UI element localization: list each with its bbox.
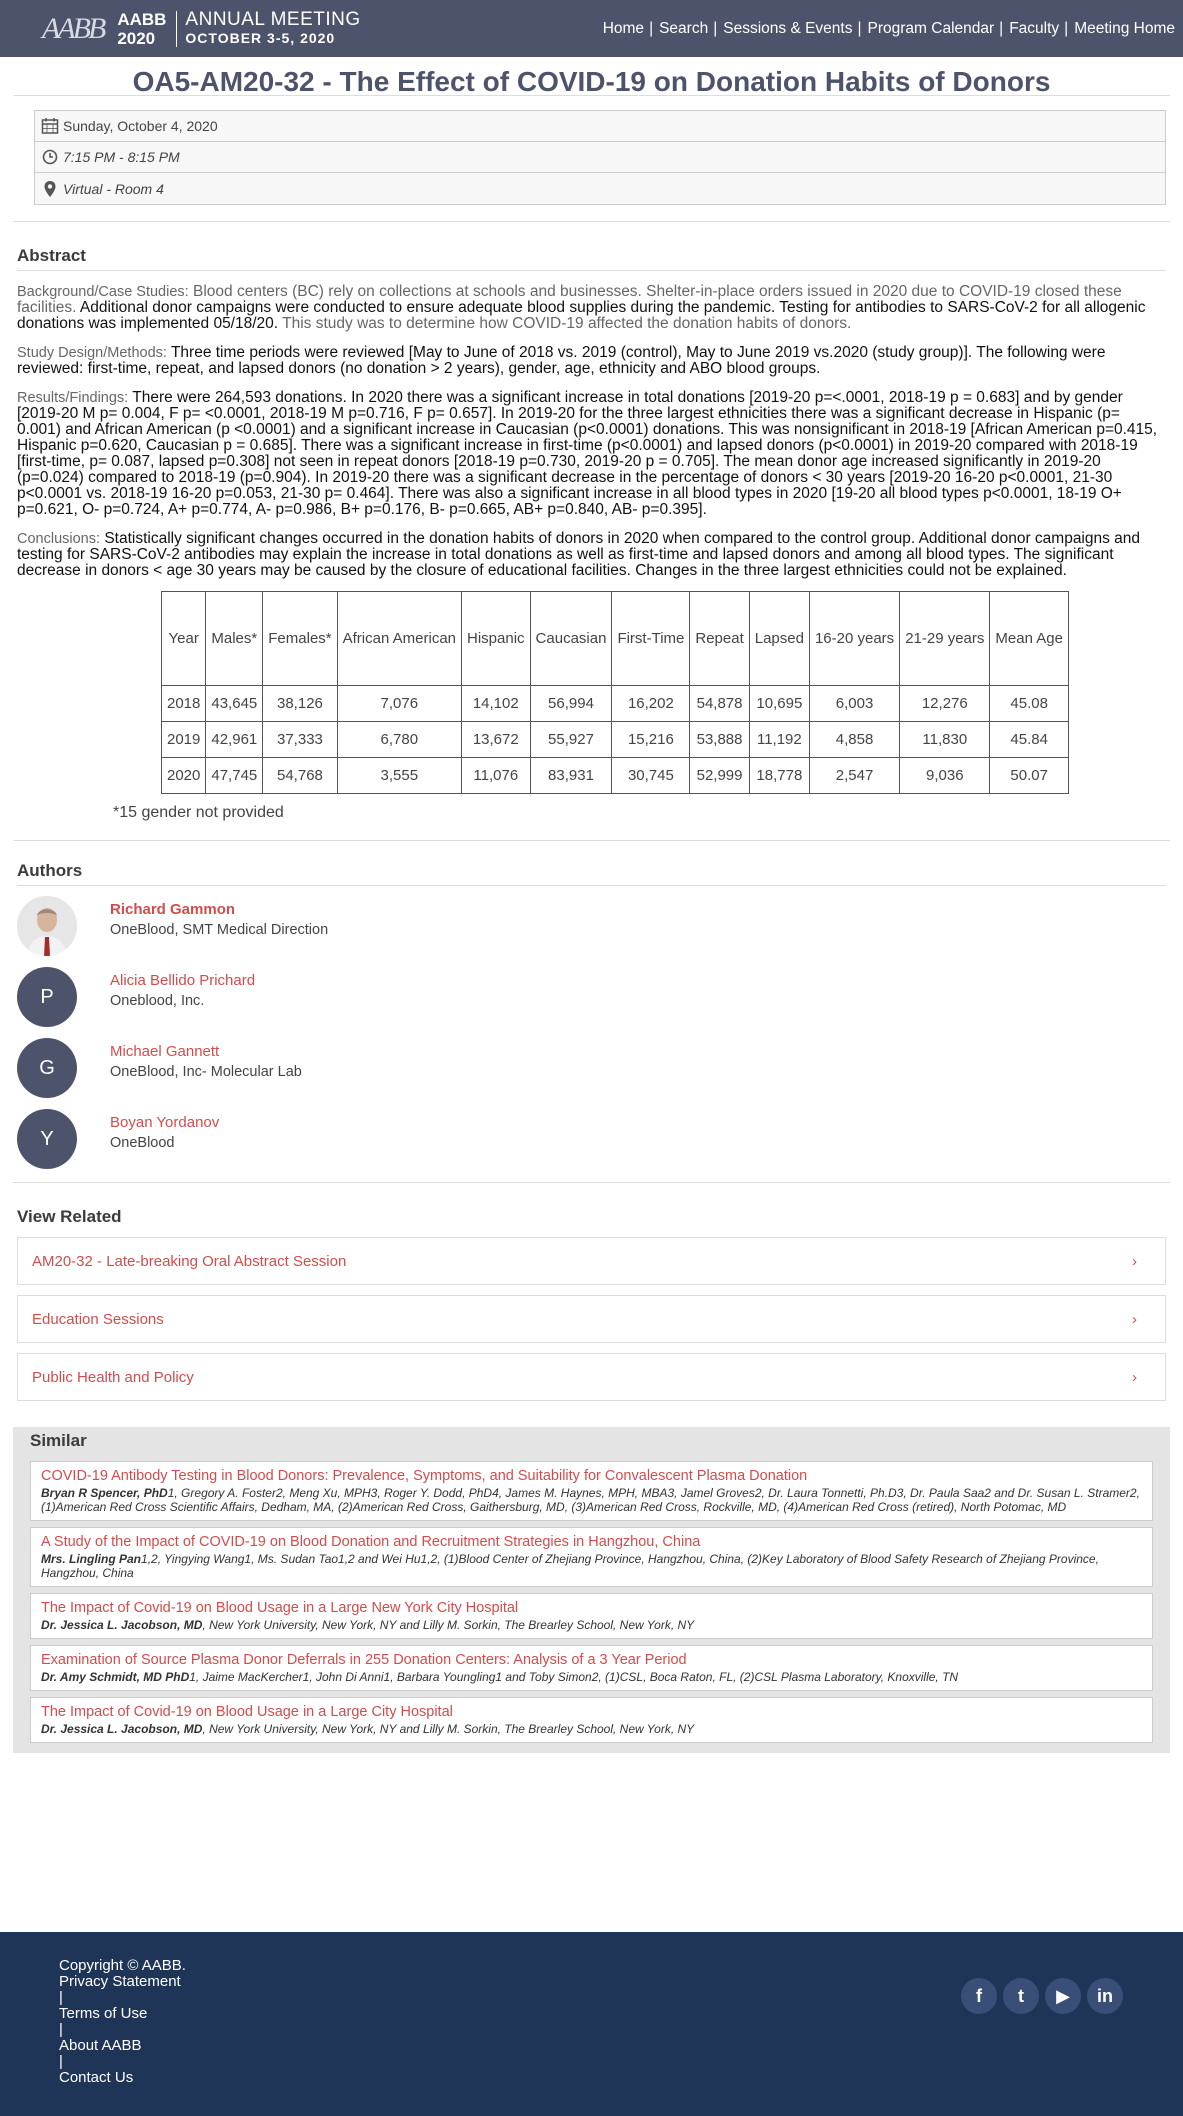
table-cell: 45.84 (990, 722, 1069, 758)
nav-sessions-events[interactable]: Sessions & Events (723, 19, 853, 37)
table-header-cell: Males* (206, 592, 263, 686)
table-cell: 6,780 (337, 722, 461, 758)
author-item (17, 1038, 1183, 1101)
nav-home[interactable]: Home (602, 19, 645, 37)
similar-title[interactable]: COVID-19 Antibody Testing in Blood Donors: Prevalence, Symptoms, and Suitability for Convalescent Plasma Donation (41, 1468, 808, 1484)
author-name[interactable]: Boyan Yordanov (110, 1114, 220, 1131)
nav-program-calendar[interactable]: Program Calendar (867, 19, 995, 37)
similar-card (30, 1645, 1153, 1691)
map-pin-icon (41, 180, 59, 198)
related-link-session[interactable]: AM20-32 - Late-breaking Oral Abstract Session › (17, 1237, 1166, 1285)
table-cell: 13,672 (462, 722, 531, 758)
similar-heading: Similar (30, 1431, 87, 1450)
table-cell: 37,333 (263, 722, 337, 758)
footer-copyright: Copyright © AABB. (59, 1957, 186, 1974)
author-name[interactable]: Alicia Bellido Prichard (110, 972, 256, 989)
table-cell: 11,192 (749, 722, 809, 758)
table-cell: 2019 (162, 722, 206, 758)
table-header-cell: First-Time (612, 592, 690, 686)
similar-title[interactable]: Examination of Source Plasma Donor Deferrals in 255 Donation Centers: Analysis of a 3 Year Period (41, 1652, 687, 1668)
footer-about-link[interactable]: About AABB (59, 2037, 142, 2054)
divider (13, 221, 1170, 222)
author-org: OneBlood, SMT Medical Direction (110, 922, 329, 938)
table-header-cell: Caucasian (530, 592, 612, 686)
meta-date: Sunday, October 4, 2020 (63, 118, 218, 134)
table-header-cell: African American (337, 592, 461, 686)
table-row (162, 758, 1069, 794)
author-org: OneBlood, Inc- Molecular Lab (110, 1064, 302, 1080)
abstract-heading: Abstract (17, 246, 1166, 271)
meeting-info: ANNUAL MEETING OCTOBER 3-5, 2020 (185, 8, 361, 46)
similar-authors: Dr. Amy Schmidt, MD PhD1, Jaime MacKercher1, John Di Anni1, Barbara Youngling1 and Toby Simon2, (1)CSL, Boca Raton, FL, (2)CSL Plasma Laboratory, Knoxville, TN (41, 1670, 959, 1684)
similar-card (30, 1697, 1153, 1743)
authors-heading: Authors (17, 861, 1166, 886)
twitter-icon[interactable]: t (1003, 1978, 1039, 2014)
table-cell: 55,927 (530, 722, 612, 758)
similar-card (30, 1461, 1153, 1521)
view-related-heading: View Related (17, 1207, 122, 1226)
chevron-right-icon: › (1132, 1252, 1137, 1270)
similar-title[interactable]: A Study of the Impact of COVID-19 on Blood Donation and Recruitment Strategies in Hangzhou, China (41, 1534, 701, 1550)
author-avatar: Y (17, 1109, 77, 1169)
table-cell: 54,878 (690, 686, 749, 722)
divider (13, 1182, 1170, 1183)
table-cell: 83,931 (530, 758, 612, 794)
table-cell: 11,830 (900, 722, 990, 758)
similar-card (30, 1527, 1153, 1587)
table-cell: 6,003 (809, 686, 899, 722)
author-avatar: G (17, 1038, 77, 1098)
table-header-cell: 16-20 years (809, 592, 899, 686)
brand-divider (176, 11, 177, 47)
meta-time-row (35, 142, 1165, 173)
table-cell: 9,036 (900, 758, 990, 794)
author-name[interactable]: Richard Gammon (110, 901, 236, 918)
youtube-icon[interactable]: ▶ (1045, 1978, 1081, 2014)
social-links (961, 1978, 1129, 2014)
table-header-cell: 21-29 years (900, 592, 990, 686)
clock-icon (41, 148, 59, 166)
table-row (162, 722, 1069, 758)
table-cell: 43,645 (206, 686, 263, 722)
related-link-public-health[interactable]: Public Health and Policy › (17, 1353, 1166, 1401)
page-title: OA5-AM20-32 - The Effect of COVID-19 on Donation Habits of Donors (132, 66, 1051, 97)
abstract-design: Study Design/Methods: Three time periods were reviewed [May to June of 2018 vs. 2019 (control), May to June 2019 vs.2020 (study group)]. The following were reviewed: first-time, repeat, and lapsed donors (no donation > 2 years), gender, age, ethnicity and ABO blood groups. (17, 344, 1106, 377)
top-bar (0, 0, 1183, 57)
footer-links: Copyright © AABB. Privacy Statement | Terms of Use | About AABB | Contact Us (59, 1957, 186, 2086)
table-cell: 47,745 (206, 758, 263, 794)
table-cell: 52,999 (690, 758, 749, 794)
author-name[interactable]: Michael Gannett (110, 1043, 220, 1060)
author-avatar: P (17, 967, 77, 1027)
meta-time: 7:15 PM - 8:15 PM (63, 149, 180, 165)
similar-authors: Dr. Jessica L. Jacobson, MD, New York University, New York, NY and Lilly M. Sorkin, The Brearley School, New York, NY (41, 1618, 695, 1632)
calendar-icon (41, 117, 59, 135)
table-cell: 45.08 (990, 686, 1069, 722)
table-header-cell: Females* (263, 592, 337, 686)
footer-terms-link[interactable]: Terms of Use (59, 2005, 148, 2022)
facebook-icon[interactable]: f (961, 1978, 997, 2014)
author-org: OneBlood (110, 1135, 175, 1151)
nav-search[interactable]: Search (659, 19, 709, 37)
session-meta (34, 110, 1166, 205)
table-cell: 53,888 (690, 722, 749, 758)
table-cell: 12,276 (900, 686, 990, 722)
similar-authors: Bryan R Spencer, PhD1, Gregory A. Foster2, Meng Xu, MPH3, Roger Y. Dodd, PhD4, James M. Haynes, MPH, MBA3, Jamel Groves2, Dr. Laura Tonnetti, Ph.D3, Dr. Paula Saa2 and Dr. Susan L. Stramer2, (1)American Red Cross Scientific Affairs, Dedham, MA, (2)American Red Cross, Gaithersburg, MD, (3)American Red Cross, Rockville, MD, (4)American Red Cross (retired), North Potomac, MD (41, 1486, 1140, 1514)
table-header-cell: Lapsed (749, 592, 809, 686)
table-cell: 7,076 (337, 686, 461, 722)
abstract-body (0, 284, 1183, 579)
table-cell: 18,778 (749, 758, 809, 794)
abstract-results: Results/Findings: There were 264,593 donations. In 2020 there was a significant increase in total donations [2019-20 p=<.0001, 2018-19 p = 0.683] and by gender [2019-20 M p= 0.004, F p= <0.0001, 2018-19 M p=0.716, F p= 0.657]. In 2019-20 for the three largest ethnicities there was a significant decrease in Hispanic (p= 0.001) and African American (p <0.0001) and a significant increase in Caucasian (p<0.0001) donations. This was nonsignificant in 2018-19 [African American p=0.415, Hispanic p=0.620, Caucasian p = 0.685]. There was a significant increase in first-time (p<0.0001) and lapsed donors (p<0.0001) in 2019-20 compared with 2018-19 [first-time, p= 0.087, lapsed p=0.308] not seen in repeat donors [2018-19 p=0.730, 2019-20 p = 0.705]. The mean donor age increased significantly in 2019-20 (p=0.024) compared to 2018-19 (p=0.904). In 2019-20 there was a significant decrease in the percentage of donors < 30 years [2019-20 16-20 p<0.0001, 21-30 p<0.0001 vs. 2018-19 16-20 p=0.053, 21-30 p= 0.464]. There was also a significant increase in all blood types in 2020 [19-20 all blood types p<0.0001, 18-19 O+ p=0.621, O- p=0.724, A+ p=0.774, A- p=0.986, B+ p=0.176, B- p=0.665, AB+ p=0.840, AB- p=0.395]. (17, 389, 1158, 518)
related-list (17, 1237, 1166, 1401)
chevron-right-icon: › (1132, 1310, 1137, 1328)
table-cell: 3,555 (337, 758, 461, 794)
footer-contact-link[interactable]: Contact Us (59, 2069, 134, 2086)
table-cell: 4,858 (809, 722, 899, 758)
author-photo (17, 896, 77, 956)
table-cell: 38,126 (263, 686, 337, 722)
table-cell: 15,216 (612, 722, 690, 758)
table-row (162, 686, 1069, 722)
table-cell: 2,547 (809, 758, 899, 794)
table-cell: 50.07 (990, 758, 1069, 794)
aabb-logo: AABB (42, 11, 104, 45)
table-cell: 2020 (162, 758, 206, 794)
similar-card (30, 1593, 1153, 1639)
table-cell: 16,202 (612, 686, 690, 722)
author-item (17, 1109, 1183, 1172)
table-cell: 30,745 (612, 758, 690, 794)
similar-authors: Dr. Jessica L. Jacobson, MD, New York University, New York, NY and Lilly M. Sorkin, The Brearley School, New York, NY (41, 1722, 695, 1736)
nav-faculty[interactable]: Faculty (1009, 19, 1060, 37)
author-org: Oneblood, Inc. (110, 993, 205, 1009)
abstract-conclusions: Conclusions: Statistically significant changes occurred in the donation habits of donors in 2020 when compared to the control group. Additional donor campaigns and testing for SARS-CoV-2 antibodies may explain the increase in total donations as well as first-time and lapsed donors and among all blood types. The significant decrease in donors < age 30 years may be caused by the closure of educational facilities. Changes in the three largest ethnicities could not be explained. (17, 530, 1141, 579)
similar-authors: Mrs. Lingling Pan1,2, Yingying Wang1, Ms. Sudan Tao1,2 and Wei Hu1,2, (1)Blood Center of Zhejiang Province, Hangzhou, China, (2)Key Laboratory of Blood Safety Research of Zhejiang Province, Hangzhou, China (41, 1552, 1099, 1580)
table-header-cell: Hispanic (462, 592, 531, 686)
similar-title[interactable]: The Impact of Covid-19 on Blood Usage in a Large City Hospital (41, 1704, 453, 1720)
brand-name: AABB 2020 (117, 9, 167, 48)
author-item (17, 967, 1183, 1030)
table-cell: 56,994 (530, 686, 612, 722)
meta-location: Virtual - Room 4 (63, 180, 164, 197)
table-cell: 10,695 (749, 686, 809, 722)
main-nav: Home | Search | Sessions & Events | Program Calendar | Faculty | Meeting Home (602, 19, 1175, 37)
similar-section (13, 1427, 1170, 1753)
divider (13, 840, 1170, 841)
table-cell: 54,768 (263, 758, 337, 794)
table-cell: 11,076 (462, 758, 531, 794)
similar-title[interactable]: The Impact of Covid-19 on Blood Usage in a Large New York City Hospital (41, 1600, 519, 1616)
table-cell: 14,102 (462, 686, 531, 722)
table-header-cell: Mean Age (990, 592, 1069, 686)
brand[interactable] (42, 10, 361, 48)
table-cell: 42,961 (206, 722, 263, 758)
abstract-background: Background/Case Studies: Blood centers (BC) rely on collections at schools and businesses. Shelter-in-place orders issued in 2020 due to COVID-19 closed these facilities. Additional donor campaigns were conducted to ensure adequate blood supplies during the pandemic. Testing for antibodies to SARS-CoV-2 for all allogenic donations was implemented 05/18/20. This study was to determine how COVID-19 affected the donation habits of donors. (17, 283, 1146, 332)
meta-date-row (35, 111, 1165, 142)
author-item (17, 896, 1183, 959)
related-link-education[interactable]: Education Sessions › (17, 1295, 1166, 1343)
donation-table (161, 591, 1069, 794)
table-header-cell: Repeat (690, 592, 749, 686)
footer (0, 1932, 1183, 2116)
nav-meeting-home[interactable]: Meeting Home (1074, 19, 1175, 37)
authors-list (0, 886, 1183, 1172)
table-header-cell: Year (162, 592, 206, 686)
chevron-right-icon: › (1132, 1368, 1137, 1386)
table-footnote: *15 gender not provided (113, 804, 284, 821)
linkedin-icon[interactable]: in (1087, 1978, 1123, 2014)
meta-location-row (35, 173, 1165, 204)
table-cell: 2018 (162, 686, 206, 722)
footer-privacy-link[interactable]: Privacy Statement (59, 1973, 181, 1990)
